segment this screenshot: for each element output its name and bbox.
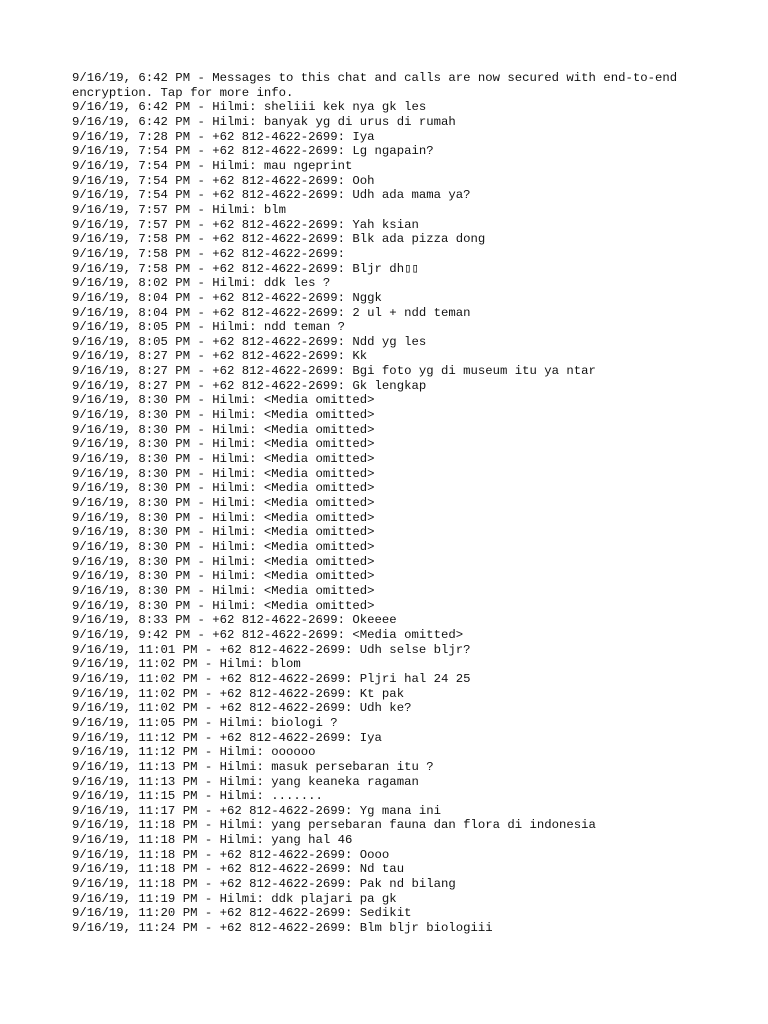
chat-log-line: 9/16/19, 8:30 PM - Hilmi: <Media omitted>: [72, 569, 375, 584]
chat-log-line: 9/16/19, 8:30 PM - Hilmi: <Media omitted>: [72, 540, 375, 554]
chat-log-line: 9/16/19, 7:28 PM - +62 812-4622-2699: Iya: [72, 129, 375, 144]
chat-log-line: 9/16/19, 8:27 PM - +62 812-4622-2699: Kk: [72, 349, 368, 364]
chat-log-line: 9/16/19, 8:05 PM - Hilmi: ndd teman ?: [72, 320, 346, 335]
chat-log-line: 9/16/19, 6:42 PM - Messages to this chat and calls are now secured with end-to-end: [72, 71, 678, 85]
chat-log-line: 9/16/19, 11:18 PM - Hilmi: yang persebaran fauna dan flora di indonesia: [72, 818, 596, 833]
chat-log-line: 9/16/19, 9:42 PM - +62 812-4622-2699: <Media omitted>: [72, 627, 464, 642]
chat-log-line: 9/16/19, 8:30 PM - Hilmi: <Media omitted>: [72, 393, 375, 408]
chat-log-line: 9/16/19, 7:58 PM - +62 812-4622-2699: Blk ada pizza dong: [72, 232, 486, 247]
chat-log-line: 9/16/19, 6:42 PM - Hilmi: sheliii kek nya gk les: [72, 100, 427, 115]
chat-log-line: 9/16/19, 7:57 PM - Hilmi: blm: [72, 202, 287, 217]
chat-log-line: 9/16/19, 8:30 PM - Hilmi: <Media omitted>: [72, 554, 375, 569]
chat-log-line: 9/16/19, 8:30 PM - Hilmi: <Media omitted>: [72, 510, 375, 525]
chat-log-line: 9/16/19, 8:04 PM - +62 812-4622-2699: Nggk: [72, 290, 382, 305]
chat-log-line: 9/16/19, 7:54 PM - +62 812-4622-2699: Ooh: [72, 173, 375, 188]
chat-log-line: 9/16/19, 7:58 PM - +62 812-4622-2699: Bljr dh▯▯: [72, 261, 419, 276]
chat-log-line: 9/16/19, 8:30 PM - Hilmi: <Media omitted>: [72, 481, 375, 496]
chat-log-line: 9/16/19, 11:19 PM - Hilmi: ddk plajari pa gk: [72, 891, 397, 906]
chat-log-line: 9/16/19, 11:13 PM - Hilmi: yang keaneka ragaman: [72, 774, 419, 789]
chat-log-line: encryption. Tap for more info.: [72, 85, 294, 100]
chat-log-line: 9/16/19, 8:33 PM - +62 812-4622-2699: Okeeee: [72, 613, 397, 628]
chat-log-line: 9/16/19, 8:04 PM - +62 812-4622-2699: 2 ul + ndd teman: [72, 305, 471, 320]
chat-log-line: 9/16/19, 11:02 PM - +62 812-4622-2699: Udh ke?: [72, 701, 412, 716]
chat-log-line: 9/16/19, 11:02 PM - Hilmi: blom: [72, 657, 301, 672]
chat-log-line: 9/16/19, 11:13 PM - Hilmi: masuk persebaran itu ?: [72, 759, 434, 774]
chat-log-line: 9/16/19, 8:02 PM - Hilmi: ddk les ?: [72, 276, 331, 291]
chat-log-line: 9/16/19, 11:15 PM - Hilmi: .......: [72, 789, 323, 804]
chat-log-line: 9/16/19, 8:27 PM - +62 812-4622-2699: Gk lengkap: [72, 378, 427, 393]
chat-log-line: 9/16/19, 8:05 PM - +62 812-4622-2699: Ndd yg les: [72, 334, 427, 349]
chat-log-line: 9/16/19, 11:18 PM - +62 812-4622-2699: Oooo: [72, 847, 390, 862]
chat-log-line: 9/16/19, 8:30 PM - Hilmi: <Media omitted>: [72, 452, 375, 467]
chat-log-line: 9/16/19, 11:20 PM - +62 812-4622-2699: Sedikit: [72, 906, 412, 921]
chat-log-line: 9/16/19, 7:54 PM - +62 812-4622-2699: Lg ngapain?: [72, 144, 434, 159]
chat-log-line: 9/16/19, 7:58 PM - +62 812-4622-2699:: [72, 246, 346, 261]
chat-log-line: 9/16/19, 7:57 PM - +62 812-4622-2699: Yah ksian: [72, 217, 419, 232]
chat-log-line: 9/16/19, 11:24 PM - +62 812-4622-2699: Blm bljr biologiii: [72, 921, 493, 936]
chat-log-line: 9/16/19, 11:18 PM - +62 812-4622-2699: Pak nd bilang: [72, 877, 456, 892]
chat-log-line: 9/16/19, 8:27 PM - +62 812-4622-2699: Bgi foto yg di museum itu ya ntar: [72, 364, 596, 379]
chat-log-line: 9/16/19, 7:54 PM - +62 812-4622-2699: Udh ada mama ya?: [72, 188, 471, 203]
chat-log-line: 9/16/19, 8:30 PM - Hilmi: <Media omitted>: [72, 437, 375, 452]
chat-log-line: 9/16/19, 8:30 PM - Hilmi: <Media omitted>: [72, 466, 375, 481]
chat-log-line: 9/16/19, 8:30 PM - Hilmi: <Media omitted>: [72, 583, 375, 598]
chat-log-line: 9/16/19, 8:30 PM - Hilmi: <Media omitted>: [72, 408, 375, 423]
chat-log-line: 9/16/19, 8:30 PM - Hilmi: <Media omitted>: [72, 422, 375, 437]
chat-log-line: 9/16/19, 8:30 PM - Hilmi: <Media omitted>: [72, 598, 375, 613]
chat-log-line: 9/16/19, 11:17 PM - +62 812-4622-2699: Yg mana ini: [72, 803, 441, 818]
chat-log-line: 9/16/19, 7:54 PM - Hilmi: mau ngeprint: [72, 158, 353, 173]
chat-log-line: 9/16/19, 11:18 PM - +62 812-4622-2699: Nd tau: [72, 862, 405, 877]
chat-log-line: 9/16/19, 11:02 PM - +62 812-4622-2699: Kt pak: [72, 686, 405, 701]
chat-log-line: 9/16/19, 11:05 PM - Hilmi: biologi ?: [72, 715, 338, 730]
chat-log-line: 9/16/19, 8:30 PM - Hilmi: <Media omitted>: [72, 525, 375, 540]
chat-log-line: 9/16/19, 11:02 PM - +62 812-4622-2699: Pljri hal 24 25: [72, 671, 471, 686]
chat-log-line: 9/16/19, 11:01 PM - +62 812-4622-2699: Udh selse bljr?: [72, 642, 471, 657]
chat-log-line: 9/16/19, 11:12 PM - Hilmi: oooooo: [72, 745, 316, 760]
chat-log-line: 9/16/19, 11:18 PM - Hilmi: yang hal 46: [72, 833, 353, 848]
chat-log-line: 9/16/19, 6:42 PM - Hilmi: banyak yg di urus di rumah: [72, 114, 456, 129]
chat-log-line: 9/16/19, 11:12 PM - +62 812-4622-2699: Iya: [72, 730, 382, 745]
chat-log-line: 9/16/19, 8:30 PM - Hilmi: <Media omitted>: [72, 496, 375, 511]
chat-export-page: [72, 71, 752, 936]
